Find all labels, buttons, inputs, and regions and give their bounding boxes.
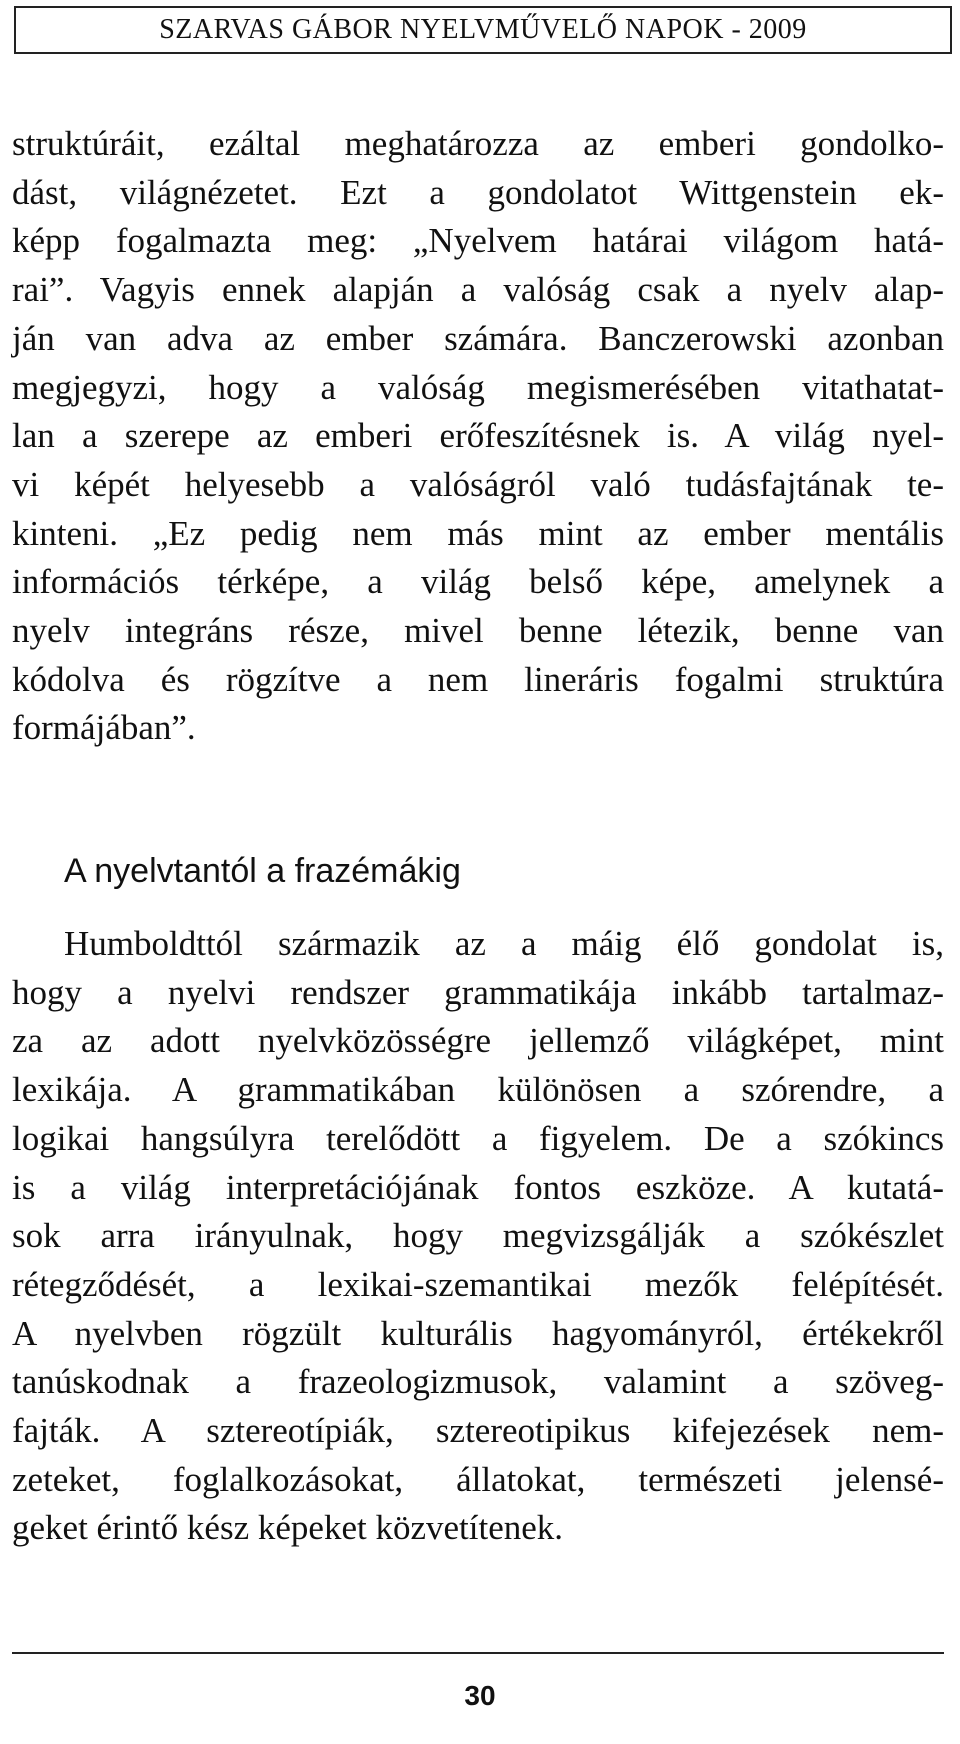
text-line: A nyelvben rögzült kulturális hagyományról, értékekről [12, 1313, 944, 1353]
text-line: rétegződését, a lexikai-szemantikai mezők felépítését. [12, 1264, 944, 1304]
text-line: lan a szerepe az emberi erőfeszítésnek is. A világ nyel- [12, 416, 944, 456]
text-line: dást, világnézetet. Ezt a gondolatot Wittgenstein ek- [12, 172, 944, 212]
text-line: információs térképe, a világ belső képe, amelynek a [12, 562, 944, 602]
text-line: vi képét helyesebb a valóságról való tudásfajtának te- [12, 464, 944, 504]
text-line: formájában”. [12, 708, 196, 748]
text-line: megjegyzi, hogy a valóság megismerésében vitathatat- [12, 367, 944, 407]
text-line: is a világ interpretációjának fontos eszköze. A kutatá- [12, 1167, 944, 1207]
text-line: tanúskodnak a frazeologizmusok, valamint a szöveg- [12, 1362, 944, 1402]
text-line: hogy a nyelvi rendszer grammatikája inkább tartalmaz- [12, 972, 944, 1012]
text-line: sok arra irányulnak, hogy megvizsgálják a szókészlet [12, 1216, 944, 1256]
text-line: geket érintő kész képeket közvetítenek. [12, 1508, 564, 1548]
text-line: lexikája. A grammatikában különösen a szórendre, a [12, 1070, 944, 1110]
text-line: rai”. Vagyis ennek alapján a valóság csak a nyelv alap- [12, 270, 944, 310]
footer-divider [12, 1652, 944, 1654]
text-line: kódolva és rögzítve a nem lineráris fogalmi struktúra [12, 659, 944, 699]
text-line: za az adott nyelvközösségre jellemző világképet, mint [12, 1021, 944, 1061]
text-line: Humboldttól származik az a máig élő gondolat is, [64, 924, 944, 963]
page-number: 30 [464, 1680, 496, 1711]
text-line: nyelv integráns része, mivel benne létezik, benne van [12, 611, 944, 651]
text-line: struktúráit, ezáltal meghatározza az emberi gondolko- [12, 124, 944, 163]
text-line: ján van adva az ember számára. Banczerowski azonban [12, 318, 944, 358]
body-paragraph-2 [12, 920, 944, 1553]
text-line: logikai hangsúlyra terelődött a figyelem. De a szókincs [12, 1118, 944, 1158]
section-heading: A nyelvtantól a frazémákig [64, 852, 461, 890]
text-line: kinteni. „Ez pedig nem más mint az ember mentális [12, 513, 944, 553]
running-header-title: SZARVAS GÁBOR NYELVMŰVELŐ NAPOK - 2009 [159, 14, 807, 45]
text-line: zeteket, foglalkozásokat, állatokat, természeti jelensé- [12, 1459, 944, 1499]
running-header [14, 6, 952, 54]
body-paragraph-1 [12, 120, 944, 753]
text-line: fajták. A sztereotípiák, sztereotipikus kifejezések nem- [12, 1411, 944, 1451]
text-line: képp fogalmazta meg: „Nyelvem határai világom hatá- [12, 221, 944, 261]
